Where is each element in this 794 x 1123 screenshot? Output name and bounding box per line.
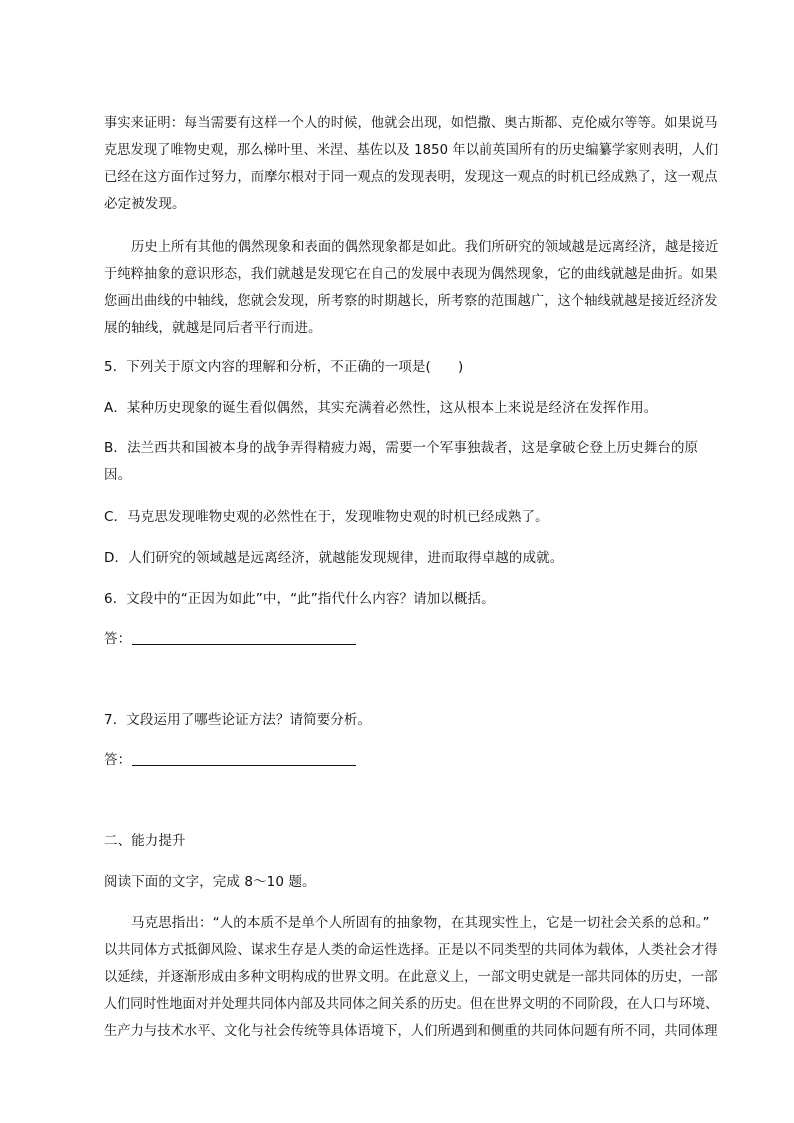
passage-1-line: 克思发现了唯物史观，那么梯叶里、米涅、基佐以及 1850 年以前英国所有的历史编纂学家则表明，人们	[104, 142, 719, 158]
option-b-continued: 因。	[104, 467, 132, 483]
passage-3-line: 以延续，并逐渐形成由多种文明构成的世界文明。在此意义上，一部文明史就是一部共同体的历史，一部	[104, 969, 718, 985]
passage-1-line: 事实来证明：每当需要有这样一个人的时候，他就会出现，如恺撒、奥古斯都、克伦威尔等等。如果说马	[104, 115, 718, 131]
section-heading: 二、能力提升	[104, 833, 186, 849]
passage-3-line: 以共同体方式抵御风险、谋求生存是人类的命运性选择。正是以不同类型的共同体为载体，人类社会才得	[104, 942, 718, 958]
passage-1-line: 必定被发现。	[104, 196, 186, 212]
answer-blank[interactable]	[132, 644, 356, 645]
passage-3-line: 马克思指出：“人的本质不是单个人所固有的抽象物，在其现实性上，它是一切社会关系的总和。”	[131, 915, 710, 931]
passage-2-line: 于纯粹抽象的意识形态，我们就越是发现它在自己的发展中表现为偶然现象，它的曲线就越是曲折。如果	[104, 266, 718, 282]
reading-instruction: 阅读下面的文字，完成 8～10 题。	[104, 874, 316, 890]
passage-2-line: 您画出曲线的中轴线，您就会发现，所考察的时期越长，所考察的范围越广，这个轴线就越是接近经济发	[104, 293, 718, 309]
option-a: A．某种历史现象的诞生看似偶然，其实充满着必然性，这从根本上来说是经济在发挥作用。	[104, 400, 658, 416]
passage-3-line: 人们同时性地面对并处理共同体内部及共同体之间关系的历史。但在世界文明的不同阶段，在人口与环境、	[104, 996, 719, 1012]
question-6-stem: 6．文段中的“正因为如此”中，“此”指代什么内容？请加以概括。	[104, 591, 495, 607]
option-c: C．马克思发现唯物史观的必然性在于，发现唯物史观的时机已经成熟了。	[104, 509, 549, 525]
answer-label: 答：	[104, 752, 132, 768]
option-d: D．人们研究的领域越是远离经济，就越能发现规律，进而取得卓越的成就。	[104, 550, 564, 566]
question-5-stem: 5．下列关于原文内容的理解和分析，不正确的一项是( )	[104, 359, 464, 375]
passage-2-line: 历史上所有其他的偶然现象和表面的偶然现象都是如此。我们所研究的领域越是远离经济，越是接近	[131, 239, 719, 255]
answer-blank[interactable]	[132, 765, 356, 766]
option-b: B．法兰西共和国被本身的战争弄得精疲力竭，需要一个军事独裁者，这是拿破仑登上历史舞台的原	[104, 440, 699, 456]
question-7-stem: 7．文段运用了哪些论证方法？请简要分析。	[104, 712, 372, 728]
passage-1-line: 已经在这方面作过努力，而摩尔根对于同一观点的发现表明，发现这一观点的时机已经成熟了，这一观点	[104, 169, 718, 185]
answer-label: 答：	[104, 631, 132, 647]
passage-3-line: 生产力与技术水平、文化与社会传统等具体语境下，人们所遇到和侧重的共同体问题有所不同，共同体理	[104, 1023, 718, 1039]
passage-2-line: 展的轴线，就越是同后者平行而进。	[104, 320, 322, 336]
